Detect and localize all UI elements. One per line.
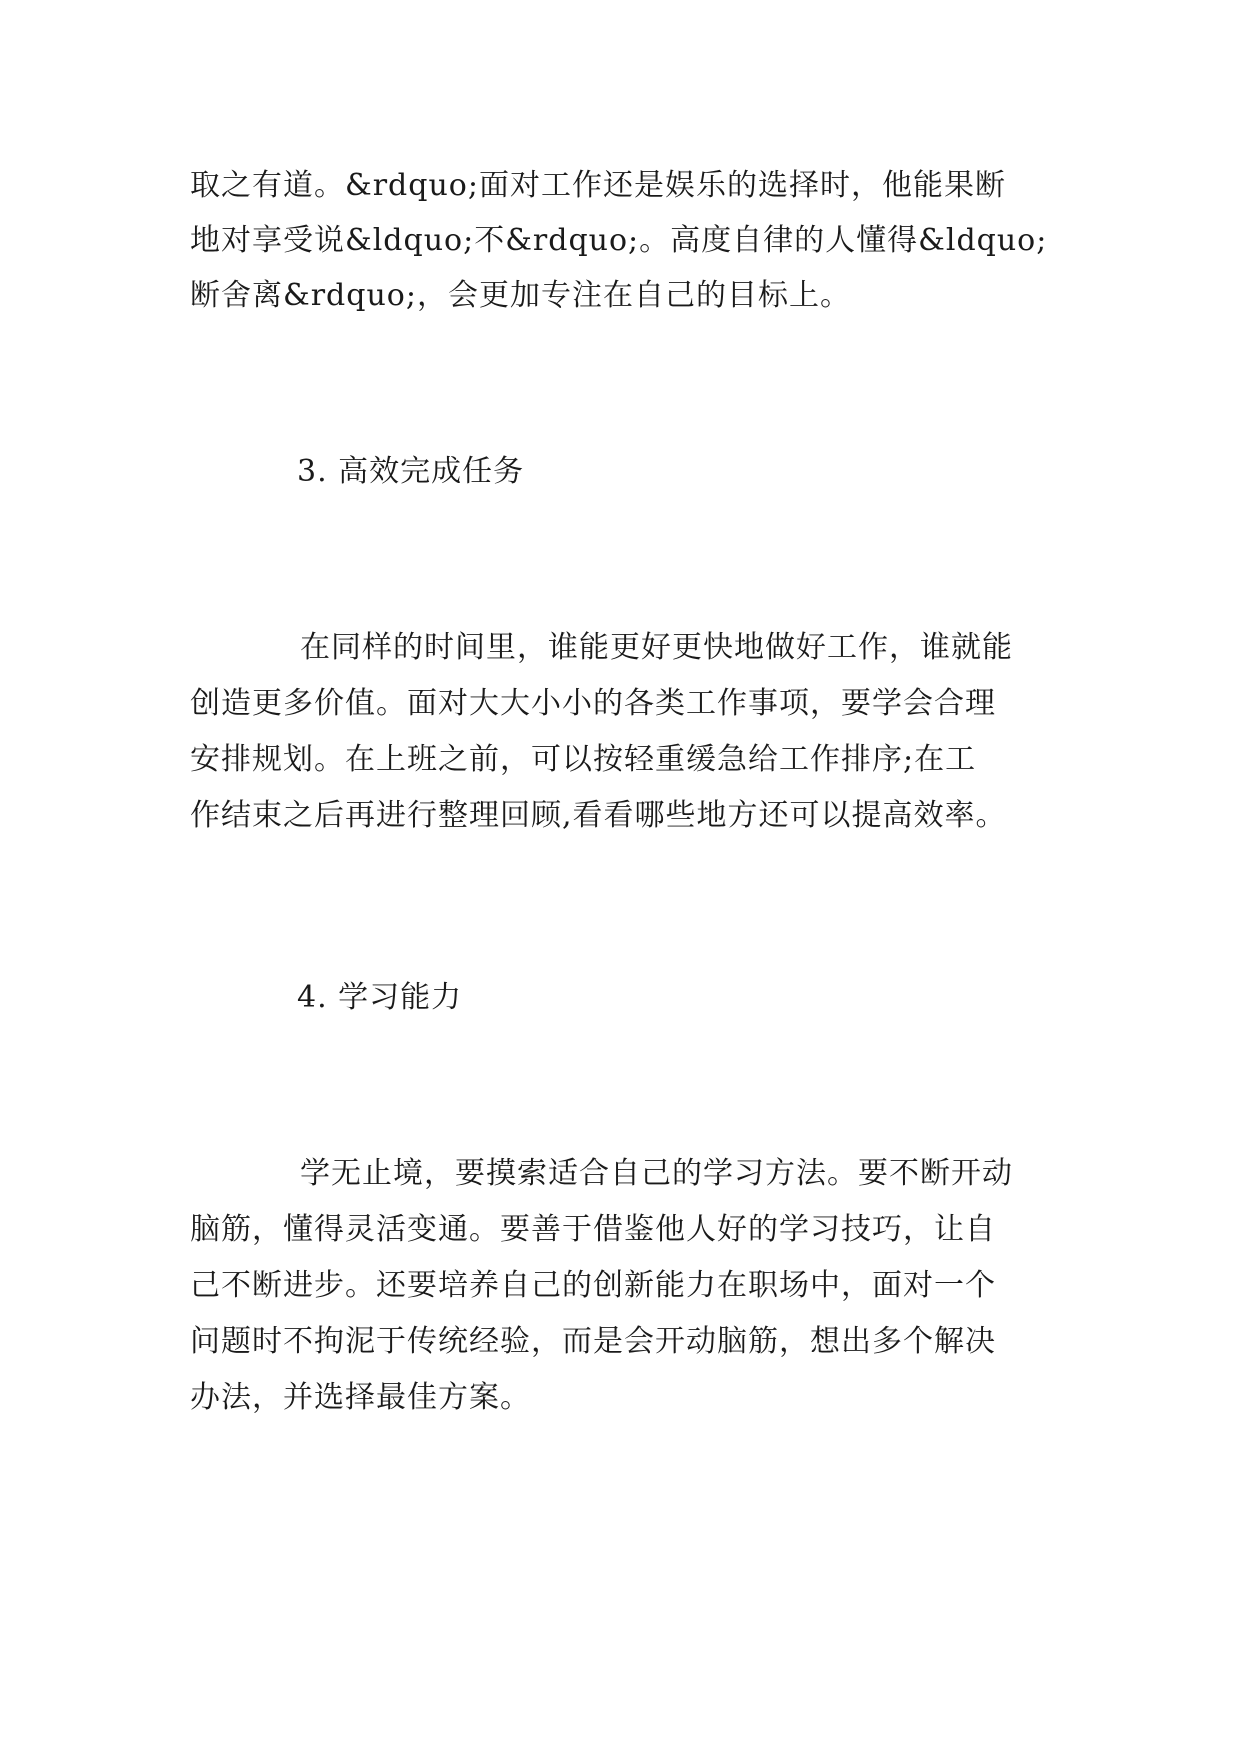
- paragraph-1-line-1: 取之有道。&rdquo;面对工作还是娱乐的选择时，他能果断: [190, 168, 1006, 203]
- section-3-line-1: 在同样的时间里，谁能更好更快地做好工作，谁就能: [300, 630, 1013, 665]
- paragraph-1-line-3: 断舍离&rdquo;，会更加专注在自己的目标上。: [190, 278, 851, 313]
- section-3-heading: 3. 高效完成任务: [297, 454, 525, 489]
- section-4-line-2: 脑筋，懂得灵活变通。要善于借鉴他人好的学习技巧，让自: [190, 1212, 996, 1247]
- paragraph-1-line-2: 地对享受说&ldquo;不&rdquo;。高度自律的人懂得&ldquo;: [190, 223, 1048, 258]
- section-4-line-4: 问题时不拘泥于传统经验，而是会开动脑筋，想出多个解决: [190, 1324, 996, 1359]
- section-3-line-4: 作结束之后再进行整理回顾,看看哪些地方还可以提高效率。: [190, 798, 1007, 833]
- section-3-line-2: 创造更多价值。面对大大小小的各类工作事项，要学会合理: [190, 686, 996, 721]
- section-4-line-3: 己不断进步。还要培养自己的创新能力在职场中，面对一个: [190, 1268, 996, 1303]
- section-4-line-5: 办法，并选择最佳方案。: [190, 1380, 531, 1415]
- section-4-heading: 4. 学习能力: [297, 980, 463, 1015]
- section-4-line-1: 学无止境，要摸索适合自己的学习方法。要不断开动: [300, 1156, 1013, 1191]
- section-3-line-3: 安排规划。在上班之前，可以按轻重缓急给工作排序;在工: [190, 742, 977, 777]
